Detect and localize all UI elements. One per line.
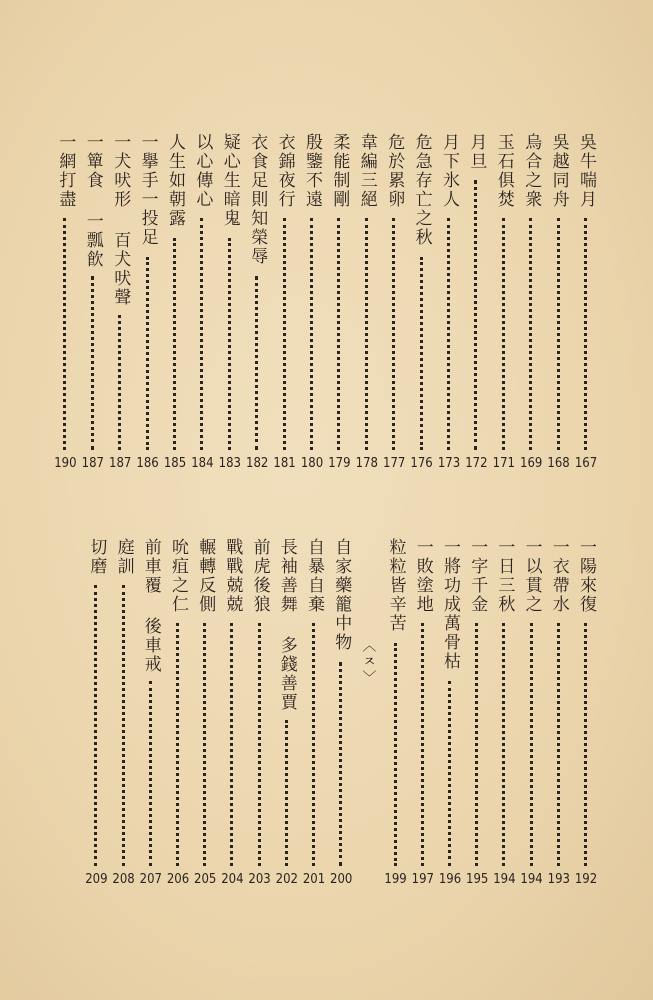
dot-leader xyxy=(91,276,94,450)
toc-entry-title: 粒粒皆辛苦 xyxy=(385,538,406,633)
dot-leader xyxy=(173,238,176,451)
toc-entry-title: 危於累卵 xyxy=(384,133,405,209)
dot-leader xyxy=(255,276,258,450)
toc-entry-title: 一簞食 一瓢飮 xyxy=(82,133,103,269)
toc-entry-page-number: 209 xyxy=(85,872,108,887)
dot-leader xyxy=(530,623,533,866)
toc-entry-title: 庭訓 xyxy=(113,538,134,576)
toc-entry-page-number: 167 xyxy=(574,456,598,471)
dot-leader xyxy=(258,623,261,866)
toc-entry-page-number: 207 xyxy=(139,872,162,887)
toc-entry-page-number: 201 xyxy=(302,872,326,887)
section-heading-label: 〈ㅈ〉 xyxy=(360,638,377,686)
toc-entry-page-number: 197 xyxy=(411,872,434,887)
toc-entry-title: 一犬吠形 百犬吠聲 xyxy=(110,133,131,307)
toc-entry-title: 玉石俱焚 xyxy=(493,133,514,209)
toc-entry-page-number: 206 xyxy=(166,872,190,887)
toc-entry-page-number: 186 xyxy=(136,456,159,471)
toc-entry-title: 月下氷人 xyxy=(439,133,459,209)
dot-leader xyxy=(475,623,478,866)
toc-entry-title: 前虎後狼 xyxy=(249,538,270,614)
dot-leader xyxy=(176,623,179,866)
toc-entry-title: 一陽來復 xyxy=(576,538,596,614)
dot-leader xyxy=(94,585,97,866)
dot-leader xyxy=(285,720,288,866)
toc-entry-page-number: 180 xyxy=(300,456,324,471)
dot-leader xyxy=(230,623,233,866)
dot-leader xyxy=(203,623,206,866)
dot-leader xyxy=(557,218,560,450)
toc-entry-page-number: 204 xyxy=(221,872,244,887)
dot-leader xyxy=(529,218,532,450)
dot-leader xyxy=(365,218,368,450)
dot-leader xyxy=(200,218,203,450)
toc-entry-title: 月旦 xyxy=(466,133,487,171)
toc-entry-page-number: 183 xyxy=(218,456,241,471)
dot-leader xyxy=(122,585,125,866)
toc-entry-title: 切磨 xyxy=(86,538,107,576)
toc-entry-page-number: 178 xyxy=(355,456,378,471)
toc-entry-title: 自家藥籠中物 xyxy=(331,538,352,652)
toc-entry-page-number: 203 xyxy=(248,872,271,887)
toc-entry-title: 一網打盡 xyxy=(55,133,76,209)
toc-entry-page-number: 193 xyxy=(547,872,570,887)
dot-leader xyxy=(474,180,477,450)
dot-leader xyxy=(394,643,397,867)
dot-leader xyxy=(447,218,450,450)
toc-entry-title: 一以貫之 xyxy=(521,538,542,614)
toc-entry-title: 輾轉反側 xyxy=(195,538,216,614)
dot-leader xyxy=(228,238,231,451)
dot-leader xyxy=(149,681,152,866)
toc-entry-title: 柔能制剛 xyxy=(329,133,350,209)
toc-entry-page-number: 182 xyxy=(246,456,269,471)
toc-entry-page-number: 202 xyxy=(275,872,298,887)
toc-entry-page-number: 179 xyxy=(328,456,351,471)
toc-entry-page-number: 192 xyxy=(574,872,598,887)
toc-entry-title: 吳牛喘月 xyxy=(576,133,596,209)
toc-entry-page-number: 187 xyxy=(81,456,104,471)
toc-entry-title: 烏合之衆 xyxy=(521,133,542,209)
toc-entry-title: 前車覆 後車戒 xyxy=(140,538,161,674)
toc-entry-title: 殷鑒不遠 xyxy=(302,133,322,209)
toc-entry-title: 一擧手一投足 xyxy=(137,133,158,247)
toc-entry-title: 吳越同舟 xyxy=(548,133,569,209)
toc-entry-page-number: 187 xyxy=(109,456,132,471)
dot-leader xyxy=(146,257,149,450)
dot-leader xyxy=(502,623,505,866)
dot-leader xyxy=(312,623,315,866)
dot-leader xyxy=(421,623,424,866)
toc-entry-page-number: 173 xyxy=(437,456,461,471)
toc-entry-title: 一敗塗地 xyxy=(412,538,433,614)
toc-entry-page-number: 181 xyxy=(273,456,296,471)
toc-entry-page-number: 196 xyxy=(438,872,462,887)
dot-leader xyxy=(339,662,342,866)
toc-entry-title: 長袖善舞 多錢善賈 xyxy=(276,538,297,712)
toc-entry-title: 一衣帶水 xyxy=(548,538,569,614)
dot-leader xyxy=(337,218,340,450)
toc-entry-page-number: 184 xyxy=(191,456,214,471)
toc-entry-page-number: 208 xyxy=(112,872,135,887)
dot-leader xyxy=(420,257,423,450)
dot-leader xyxy=(584,218,587,450)
toc-entry-title: 衣錦夜行 xyxy=(274,133,295,209)
toc-entry-title: 人生如朝露 xyxy=(165,133,185,228)
toc-entry-title: 危急存亡之秋 xyxy=(411,133,432,247)
dot-leader xyxy=(63,218,66,450)
toc-entry-title: 一字千金 xyxy=(467,538,488,614)
toc-entry-page-number: 199 xyxy=(384,872,407,887)
dot-leader xyxy=(584,623,587,866)
toc-entry-title: 衣食足則知榮辱 xyxy=(247,133,268,266)
toc-entry-title: 韋編三絕 xyxy=(356,133,377,209)
toc-entry-page-number: 194 xyxy=(493,872,516,887)
toc-entry-title: 吮疽之仁 xyxy=(168,538,188,614)
toc-entry-title: 自暴自棄 xyxy=(304,538,324,614)
dot-leader xyxy=(557,623,560,866)
toc-entry-title: 一將功成萬骨枯 xyxy=(440,538,460,671)
toc-entry-page-number: 169 xyxy=(520,456,543,471)
toc-entry-page-number: 205 xyxy=(194,872,217,887)
toc-entry-page-number: 194 xyxy=(520,872,543,887)
dot-leader xyxy=(448,681,451,866)
dot-leader xyxy=(392,218,395,450)
toc-entry-page-number: 168 xyxy=(547,456,570,471)
toc-entry-page-number: 195 xyxy=(466,872,489,887)
dot-leader xyxy=(118,315,121,450)
toc-entry-page-number: 200 xyxy=(330,872,353,887)
toc-entry-page-number: 172 xyxy=(465,456,488,471)
toc-entry-page-number: 171 xyxy=(492,456,515,471)
dot-leader xyxy=(310,218,313,450)
dot-leader xyxy=(283,218,286,450)
toc-entry-page-number: 190 xyxy=(54,456,77,471)
toc-entry-title: 一日三秋 xyxy=(494,538,515,614)
toc-entry-title: 以心傳心 xyxy=(192,133,213,209)
toc-entry-title: 疑心生暗鬼 xyxy=(219,133,240,228)
toc-entry-page-number: 176 xyxy=(410,456,433,471)
toc-entry-page-number: 177 xyxy=(383,456,406,471)
toc-entry-page-number: 185 xyxy=(163,456,187,471)
dot-leader xyxy=(502,218,505,450)
toc-entry-title: 戰戰兢兢 xyxy=(222,538,243,614)
